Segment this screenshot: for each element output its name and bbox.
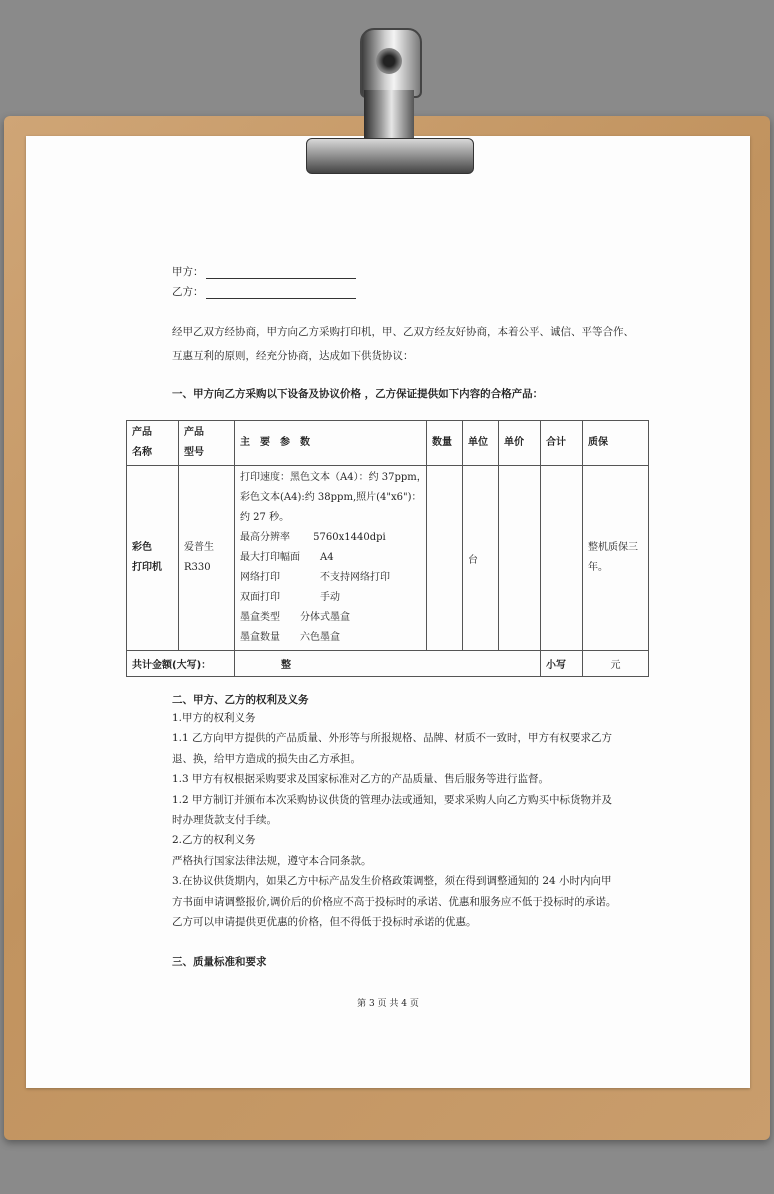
section-2-line: 退、换，给甲方造成的损失由乙方承担。 — [172, 752, 361, 765]
section-2-title: 二、甲方、乙方的权利及义务 — [172, 694, 309, 706]
table-header-row — [127, 421, 649, 466]
section-2-line: 严格执行国家法律法规，遵守本合同条款。 — [172, 854, 372, 867]
clip-base — [306, 138, 474, 174]
section-2-line: 1.甲方的权利义务 — [172, 712, 256, 724]
clip-hole — [376, 48, 402, 74]
section-2-line: 3.在协议供货期内，如果乙方中标产品发生价格政策调整，须在得到调整通知的 24 小时内向甲 — [172, 875, 612, 888]
cell-product-name: 彩色 打印机 — [127, 466, 179, 651]
header-price: 单价 — [499, 421, 541, 466]
table-footer-row — [127, 651, 649, 677]
cell-unit: 台 — [463, 466, 499, 651]
small-amount-value: 元 — [583, 651, 649, 677]
party-a-blank — [206, 268, 356, 279]
product-table — [126, 420, 649, 677]
cell-qty — [427, 466, 463, 651]
header-params: 主 要 参 数 — [235, 421, 427, 466]
section-2-line: 1.3 甲方有权根据采购要求及国家标准对乙方的产品质量、售后服务等进行监督。 — [172, 773, 550, 786]
header-qty: 数量 — [427, 421, 463, 466]
header-model: 产品 型号 — [179, 421, 235, 466]
section-2-line: 时办理货款支付手续。 — [172, 814, 277, 827]
section-2-line: 2.乙方的权利义务 — [172, 834, 256, 847]
party-a-label: 甲方： — [172, 266, 204, 278]
header-warranty: 质保 — [583, 421, 649, 466]
section-2-line: 方书面申请调整报价,调价后的价格应不高于投标时的承诺、优惠和服务应不低于投标时的承诺。 — [172, 895, 617, 908]
section-2-body — [172, 708, 652, 932]
cell-model: 爱普生 R330 — [179, 466, 235, 651]
section-1-title: 一、甲方向乙方采购以下设备及协议价格 ，乙方保证提供如下内容的合格产品： — [172, 388, 544, 400]
table-row — [127, 466, 649, 651]
party-a-line — [172, 264, 356, 279]
total-amount-value: 整 — [235, 651, 541, 677]
section-3-title: 三、质量标准和要求 — [172, 956, 267, 968]
page-number: 第 3 页 共 4 页 — [357, 999, 419, 1009]
document-page — [26, 136, 750, 1088]
cell-warranty: 整机质保三 年。 — [583, 466, 649, 651]
section-2-line: 乙方可以申请提供更优惠的价格，但不得低于投标时承诺的优惠。 — [172, 916, 477, 929]
section-2-line: 1.1 乙方向甲方提供的产品质量、外形等与所报规格、品牌、材质不一致时，甲方有权要求乙方 — [172, 732, 613, 745]
total-amount-label: 共计金额(大写)： — [127, 651, 235, 677]
small-amount-label: 小写 — [541, 651, 583, 677]
intro-paragraph: 经甲乙双方经协商，甲方向乙方采购打印机，甲、乙双方经友好协商，本着公平、诚信、平等合作、互惠互利的原则，经充分协商，达成如下供货协议： — [172, 326, 634, 362]
cell-total — [541, 466, 583, 651]
section-2-line: 1.2 甲方制订并颁布本次采购协议供货的管理办法或通知，要求采购人向乙方购买中标货物并及 — [172, 793, 613, 806]
binder-clip — [296, 24, 478, 180]
party-b-line — [172, 284, 356, 299]
cell-price — [499, 466, 541, 651]
header-total: 合计 — [541, 421, 583, 466]
cell-params: 打印速度：黑色文本（A4）：约 37ppm， 彩色文本(A4):约 38ppm,照片(4"x6")： 约 27 秒。 最高分辨率 5760x1440dpi 最大打印幅面 A4 网络打印 不支持网络打印 双面打印 手动 墨盒类型 分体式墨盒 墨盒数量 六色墨盒 — [235, 466, 427, 651]
header-unit: 单位 — [463, 421, 499, 466]
header-product-name: 产品 名称 — [127, 421, 179, 466]
clip-neck — [364, 90, 414, 142]
party-b-label: 乙方： — [172, 286, 204, 298]
party-b-blank — [206, 288, 356, 299]
